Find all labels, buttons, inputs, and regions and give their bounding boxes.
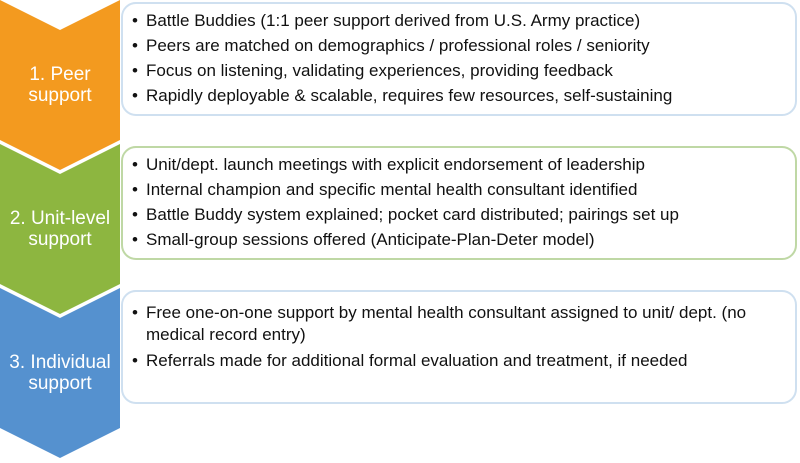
stage-2-bullet: • Internal champion and specific mental health consultant identified — [132, 177, 788, 202]
stage-3-bullet: • Free one-on-one support by mental health consultant assigned to unit/ dept. (no medical record entry) — [132, 302, 766, 346]
stage-1-content — [122, 8, 798, 108]
stage-2-bullet: • Battle Buddy system explained; pocket card distributed; pairings set up — [132, 202, 788, 227]
stage-2-label-line2: support — [28, 229, 92, 250]
stage-1-bullet: • Battle Buddies (1:1 peer support derived from U.S. Army practice) — [132, 8, 788, 33]
stage-1-bullet-list — [132, 8, 788, 108]
stage-2-bullet-list — [132, 152, 788, 252]
stage-2-content — [122, 152, 798, 252]
stage-3-label-line2: support — [28, 373, 92, 394]
stage-1-bullet: • Peers are matched on demographics / professional roles / seniority — [132, 33, 788, 58]
stage-1-bullet: • Rapidly deployable & scalable, requires few resources, self-sustaining — [132, 83, 788, 108]
stage-3-content — [122, 302, 798, 372]
stage-3-bullet-list — [132, 302, 788, 372]
stage-3-label — [0, 352, 120, 394]
stage-1-bullet: • Focus on listening, validating experiences, providing feedback — [132, 58, 788, 83]
stage-1-label — [0, 64, 120, 106]
stage-1-label-line2: support — [28, 85, 92, 106]
stage-3-bullet: • Referrals made for additional formal evaluation and treatment, if needed — [132, 350, 788, 372]
stage-1-label-line1: 1. Peer — [29, 64, 91, 85]
stage-2-label-line1: 2. Unit-level — [9, 208, 111, 229]
stage-2-bullet: • Small-group sessions offered (Anticipate-Plan-Deter model) — [132, 227, 788, 252]
stage-3-label-line1: 3. Individual — [9, 352, 111, 373]
stage-2-label — [0, 208, 120, 250]
stage-2-bullet: • Unit/dept. launch meetings with explicit endorsement of leadership — [132, 152, 788, 177]
